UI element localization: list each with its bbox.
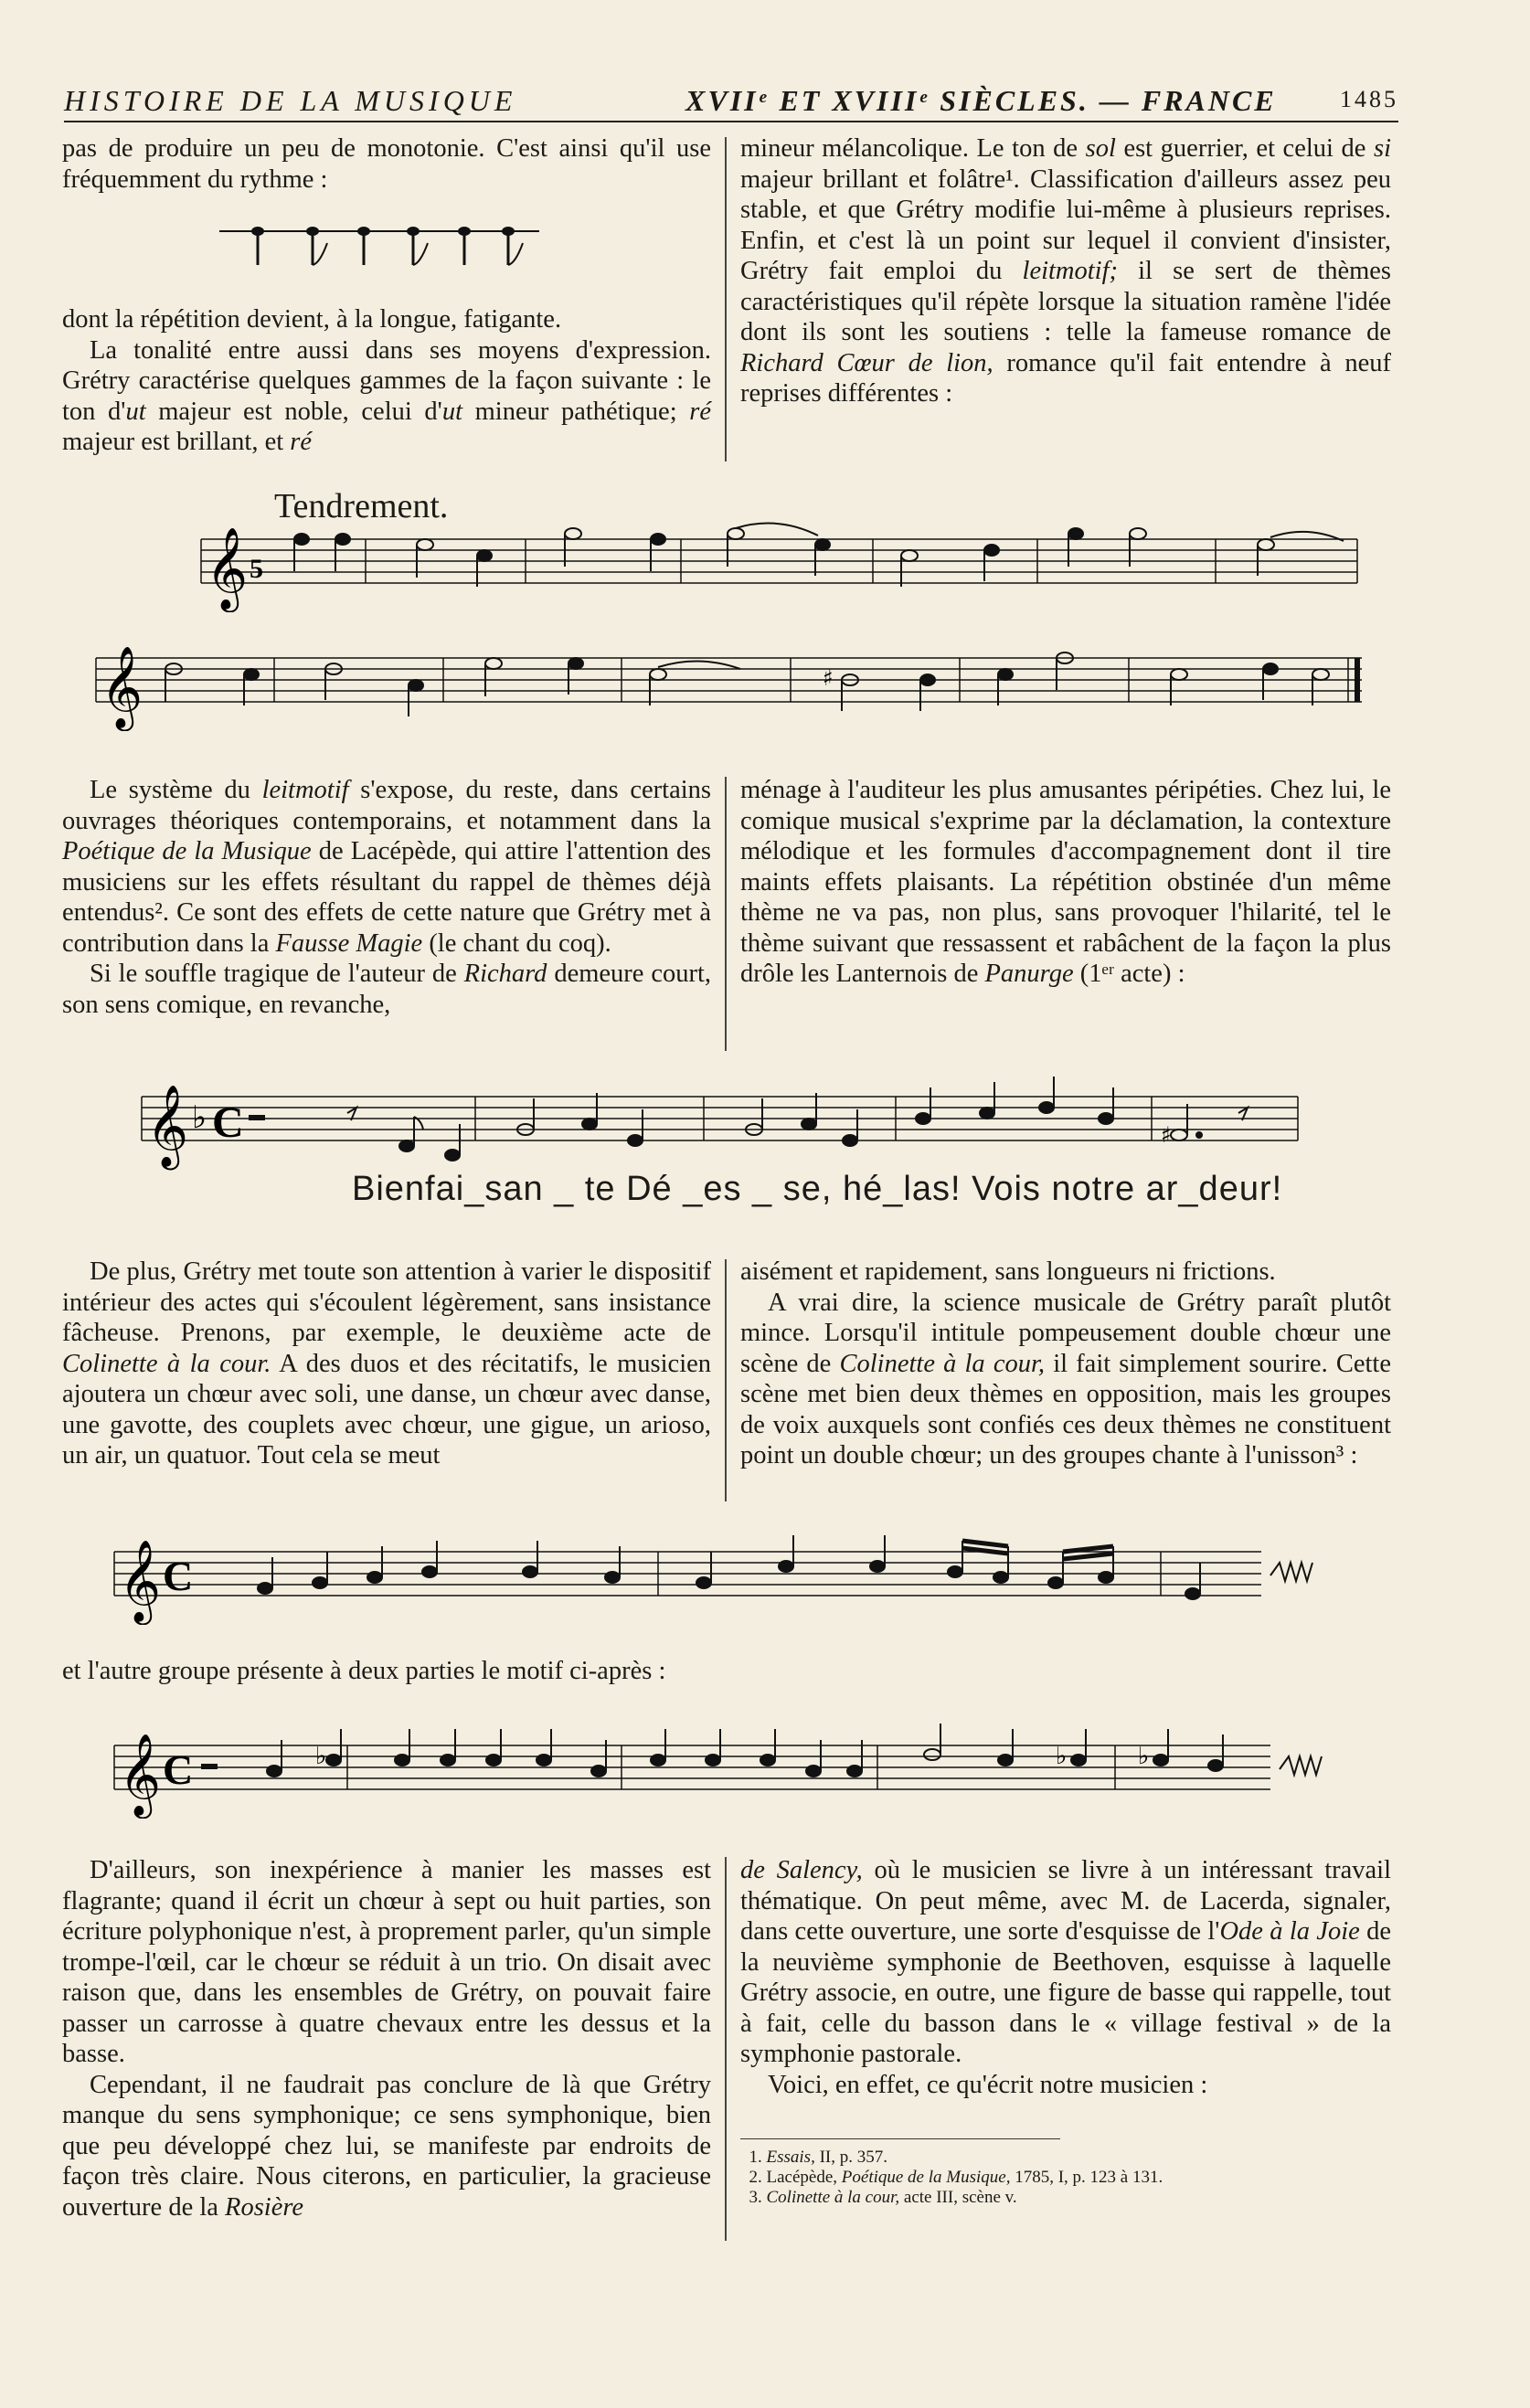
running-header — [64, 84, 1398, 122]
header-section-title: XVIIᵉ ET XVIIIᵉ SIÈCLES. — FRANCE — [685, 84, 1277, 117]
paragraph: de Salency, où le musicien se livre à un intéressant travail thématique. On peut même, avec M. de Lacerda, signaler, dans cette ouverture, une sorte d'esquisse de l'Ode à la Joie de la neuvième symphonie de Beethoven, esquisse à laquelle Grétry associe, en outre, une figure de basse qui rappelle, tout à fait, celle du basson dans le « village festival » de la symphonie pastorale. — [740, 1856, 1391, 2068]
svg-text:♯: ♯ — [1161, 1122, 1172, 1148]
paragraph: pas de produire un peu de monotonie. C'est ainsi qu'il use fréquemment du rythme : — [62, 134, 711, 194]
paragraph: D'ailleurs, son inexpérience à manier les masses est flagrante; quand il écrit un chœur à sept ou huit parties, son écriture polyphonique n'est, à proprement parler, qu'un simple trompe-l'œil, car le chœur se réduit à un trio. On disait avec raison que, dans les ensembles de Grétry, on pouvait faire passer un carrosse à quatre chevaux entre les dessus et la basse. — [62, 1856, 711, 2068]
footnotes — [740, 2148, 1391, 2208]
paragraph: dont la répétition devient, à la longue, fatigante. — [62, 305, 562, 334]
paragraph: Le système du leitmotif s'expose, du reste, dans certains ouvrages théoriques contemporains, et notamment dans la Poétique de la Musique de Lacépède, qui attire l'attention des musiciens sur les effets résultant du rappel de thèmes déjà entendus². Ce sont des effets de cette nature que Grétry met à contribution dans la Fausse Magie (le chant du coq). — [62, 776, 711, 958]
column-divider — [725, 1259, 727, 1501]
music-staff-2 — [137, 1077, 1307, 1177]
svg-text:𝄞: 𝄞 — [101, 646, 143, 728]
column-divider — [725, 777, 727, 1051]
between-line — [62, 1656, 1342, 1687]
block1-left-column — [62, 133, 711, 195]
footnote-3: 3. Colinette à la cour, acte III, scène v. — [749, 2188, 1017, 2207]
paragraph: A vrai dire, la science musicale de Grétry paraît plutôt mince. Lorsqu'il intitule pompeusement double chœur une scène de Colinette à la cour, il fait simplement sourire. Cette scène met bien deux thèmes en opposition, mais les groupes de voix auxquels sont confiés ces deux thèmes ne constituent point un double chœur; un des groupes chante à l'unisson³ : — [740, 1288, 1391, 1469]
svg-text:5: 5 — [250, 554, 263, 584]
paragraph: aisément et rapidement, sans longueurs ni frictions. — [740, 1257, 1276, 1286]
svg-text:♭: ♭ — [1056, 1743, 1068, 1770]
svg-text:C: C — [212, 1098, 244, 1147]
paragraph: La tonalité entre aussi dans ses moyens d'expression. Grétry caractérise quelques gammes de la façon suivante : le ton d'ut majeur est noble, celui d'ut mineur pathétique; ré majeur est brillant, et ré — [62, 335, 711, 456]
column-divider — [725, 1857, 727, 2241]
block3-left-column — [62, 1257, 711, 1471]
svg-text:𝄞: 𝄞 — [146, 1085, 189, 1167]
block4-left-column — [62, 1855, 711, 2222]
svg-text:♭: ♭ — [315, 1743, 327, 1770]
footnote-rule — [740, 2138, 1060, 2139]
svg-text:♯: ♯ — [823, 665, 834, 691]
music-staff-1a — [197, 521, 1366, 612]
paragraph: et l'autre groupe présente à deux parties le motif ci-après : — [62, 1657, 666, 1685]
svg-text:𝄞: 𝄞 — [119, 1540, 162, 1622]
paragraph: De plus, Grétry met toute son attention à varier le dispositif intérieur des actes qui s'écoulent légèrement, sans insistance fâcheuse. Prenons, par exemple, le deuxième acte de Colinette à la cour. A des duos et des récitatifs, le musicien ajoutera un chœur avec soli, une danse, un chœur avec danse, une gavotte, des couplets avec chœur, une gigue, un arioso, un air, un quatuor. Tout cela se meut — [62, 1257, 712, 1469]
paragraph: mineur mélancolique. Le ton de sol est guerrier, et celui de si majeur brillant et folâtre¹. Classification d'ailleurs assez peu stable, et que Grétry modifie lui-même à plusieurs reprises. Enfin, et c'est là un point sur lequel il convient d'insister, Grétry fait emploi du leitmotif; il se sert de thèmes caractéristiques qu'il répète lorsque la situation ramène l'idée dont ils sont les soutiens : telle la fameuse romance de Richard Cœur de lion, romance qu'il fait entendre à neuf reprises différentes : — [740, 134, 1392, 408]
header-book-title: HISTOIRE DE LA MUSIQUE — [64, 84, 517, 117]
block2-right-column — [740, 775, 1391, 990]
music-staff-1b — [91, 640, 1371, 731]
paragraph: Voici, en effet, ce qu'écrit notre musicien : — [768, 2070, 1208, 2099]
column-divider — [725, 137, 727, 461]
svg-text:C: C — [163, 1553, 194, 1599]
block1-right-column — [740, 133, 1391, 409]
block4-right-column — [740, 1855, 1391, 2100]
svg-text:♭: ♭ — [1138, 1743, 1150, 1770]
paragraph: Cependant, il ne faudrait pas conclure de là que Grétry manque du sens symphonique; ce sens symphonique, bien que peu développé chez lui, se manifeste par endroits de façon très claire. Nous citerons, en particulier, la gracieuse ouverture de la Rosière — [62, 2070, 711, 2222]
block3-right-column — [740, 1257, 1391, 1471]
svg-text:C: C — [163, 1746, 194, 1793]
rhythm-example — [219, 208, 558, 281]
paragraph: ménage à l'auditeur les plus amusantes péripéties. Chez lui, le comique musical s'exprime par la déclamation, la contexture mélodique et les formules d'accompagnement dont il tire maints effets plaisants. La répétition obstinée d'un même thème ne va pas, non plus, sans provoquer l'hilarité, tel le thème suivant que ressassent et rabâchent de la façon la plus drôle les Lanternois de Panurge (1ᵉʳ acte) : — [740, 776, 1391, 988]
footnote-1: 1. Essais, II, p. 357. — [749, 2148, 887, 2167]
paragraph: Si le souffle tragique de l'auteur de Richard demeure court, son sens comique, en revanche, — [62, 960, 711, 1019]
block1-left-column-cont — [62, 304, 711, 458]
music-staff-4 — [110, 1718, 1353, 1819]
music-staff-3 — [110, 1524, 1334, 1625]
footnote-2: 2. Lacépède, Poétique de la Musique, 1785, I, p. 123 à 131. — [749, 2168, 1163, 2187]
block2-left-column — [62, 775, 711, 1020]
song-lyrics: Bienfai_san _ te Dé _es _ se, hé_las! Vois notre ar_deur! — [352, 1170, 1283, 1208]
page-number: 1485 — [1340, 86, 1398, 112]
svg-text:𝄞: 𝄞 — [206, 527, 249, 610]
svg-text:♭: ♭ — [192, 1099, 207, 1136]
tempo-marking: Tendrement. — [274, 487, 449, 525]
svg-text:𝄞: 𝄞 — [119, 1734, 162, 1816]
